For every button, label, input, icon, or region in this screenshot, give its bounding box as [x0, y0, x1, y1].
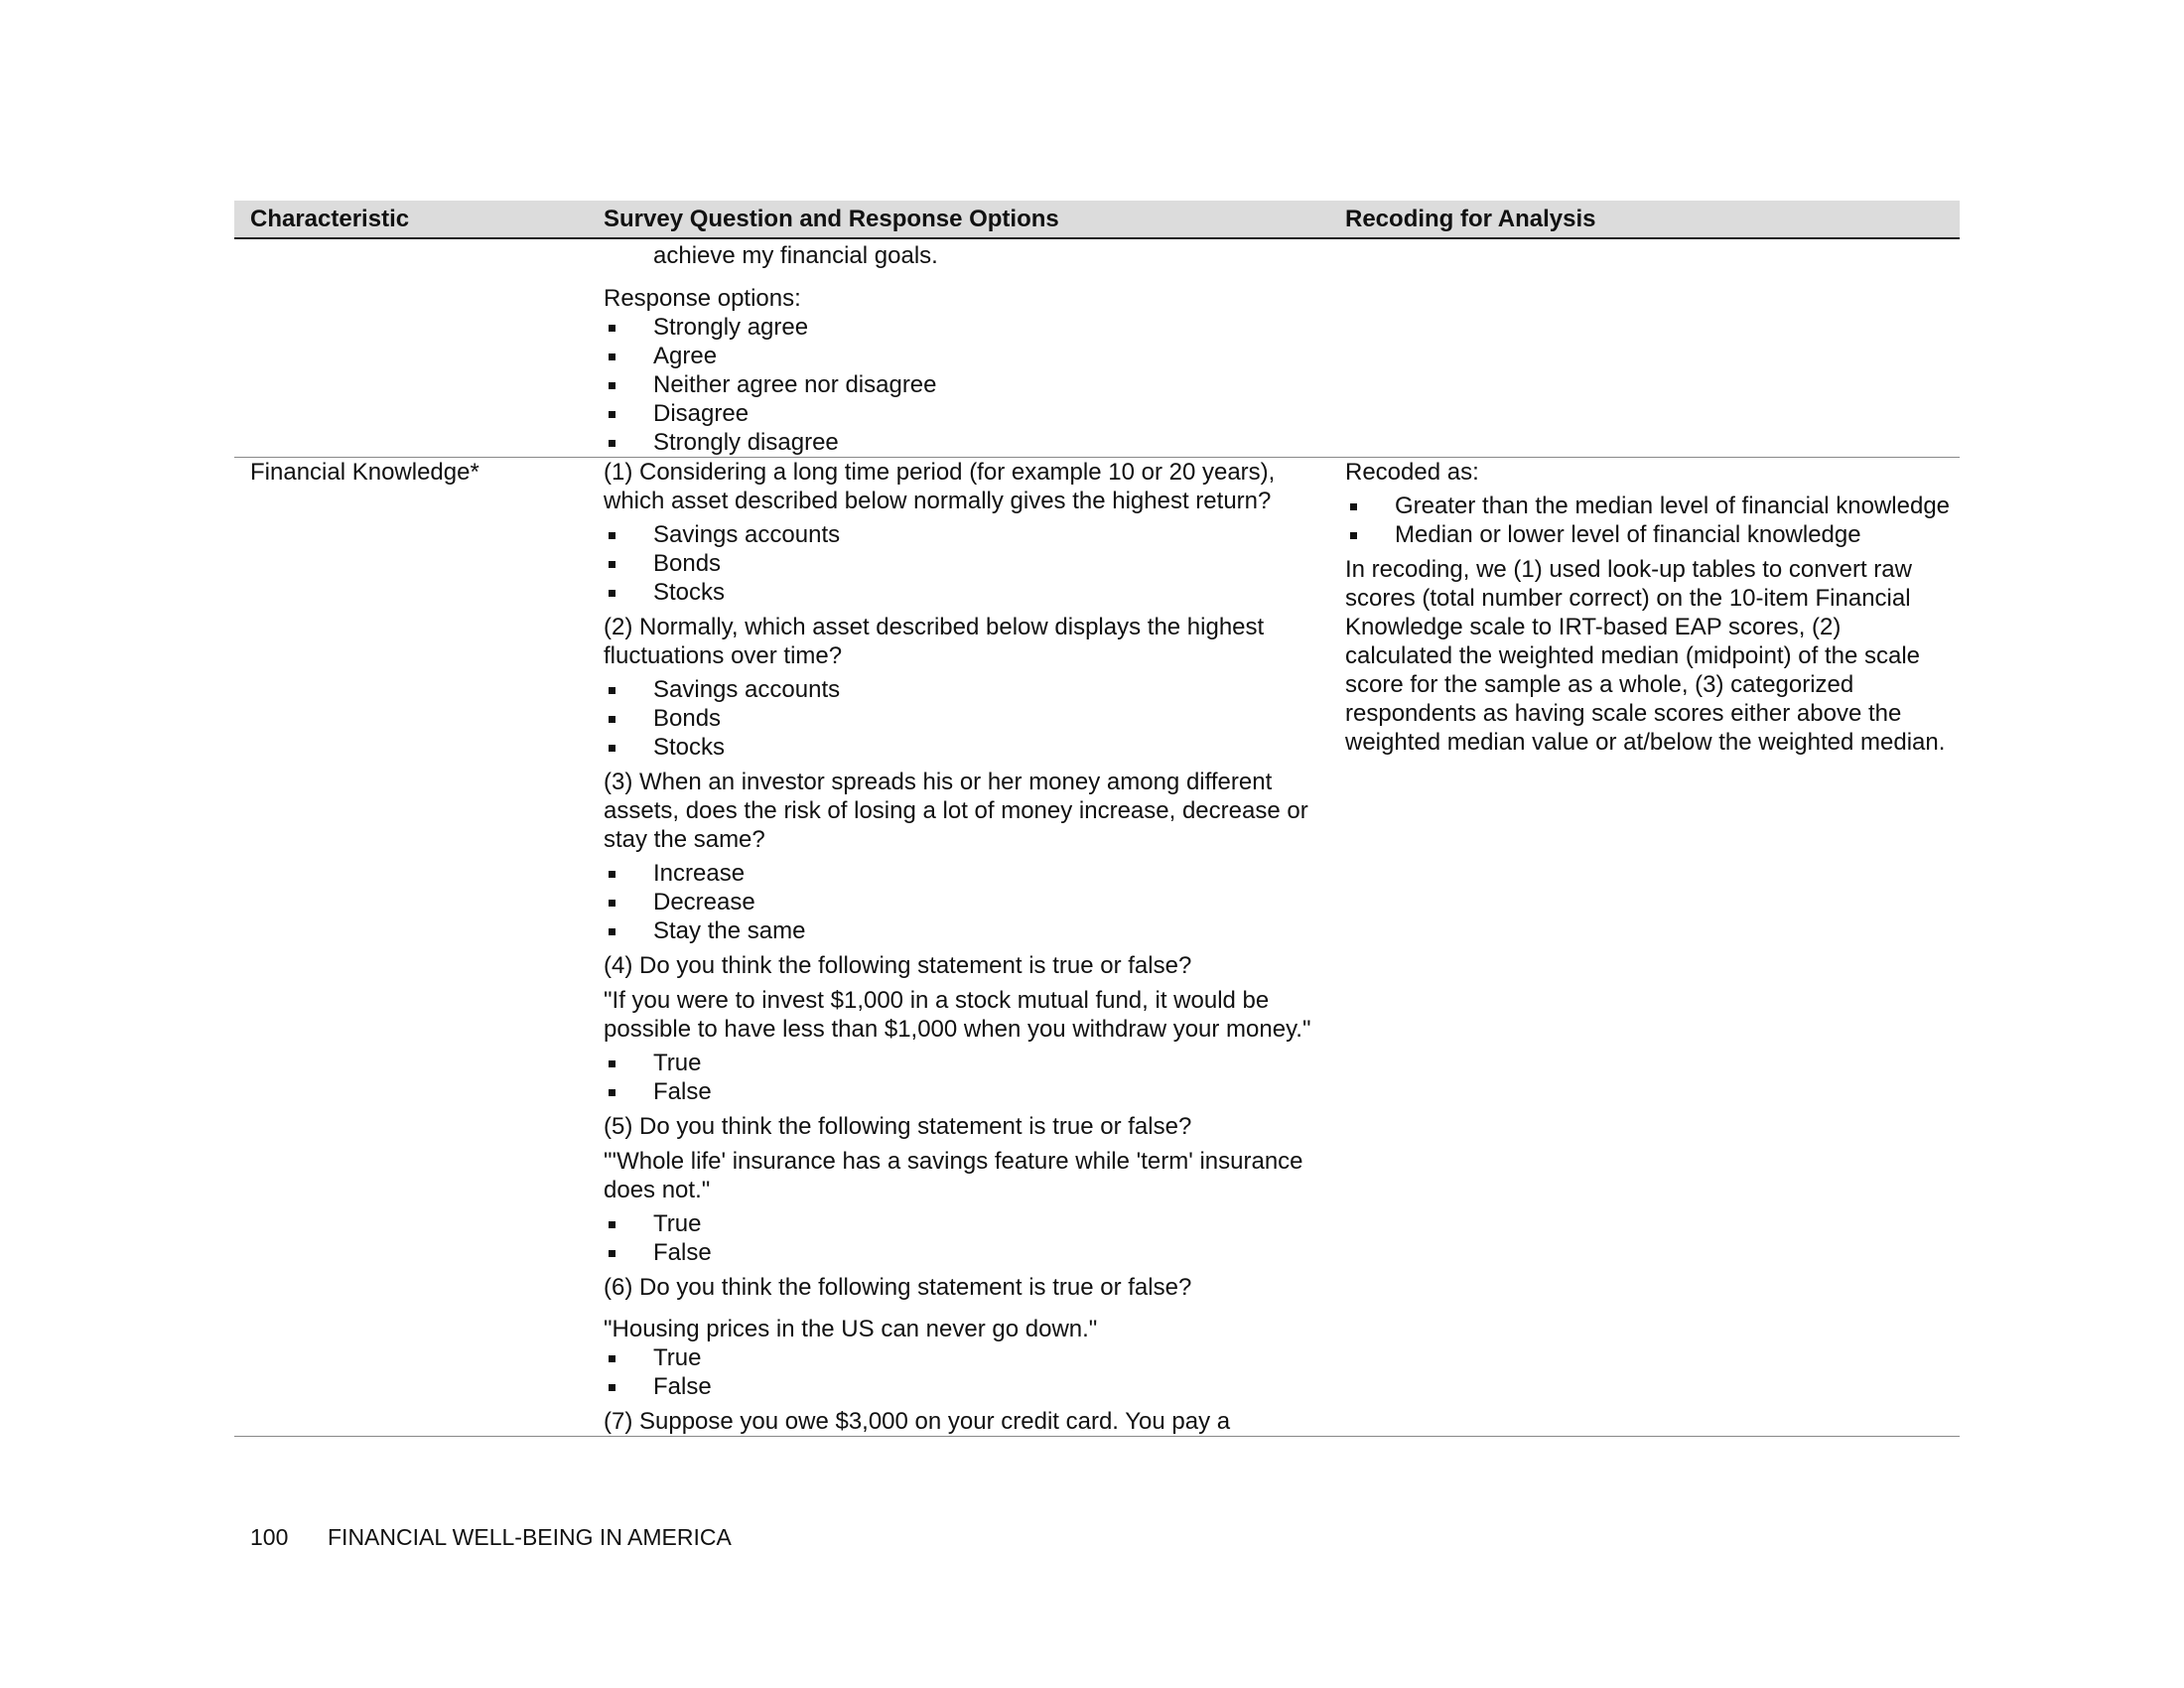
header-characteristic: Characteristic — [250, 205, 410, 232]
page-footer — [250, 1524, 732, 1551]
page-number: 100 — [250, 1524, 289, 1550]
answer-options-list — [604, 1343, 1329, 1401]
list-item: Disagree — [604, 399, 1329, 428]
question-text: (4) Do you think the following statement is true or false? — [604, 952, 1192, 979]
recoding-paragraph: In recoding, we (1) used look-up tables to convert raw scores (total number correct) on the 10-item Financial Knowledge scale to IRT-based EAP scores, (2) calculated the weighted median (midpoint) of the scale score for the sample as a whole, (3) categorized respondents as having scale scores either above the weighted median value or at/below the weighted median. — [1345, 556, 1946, 756]
answer-options-list — [604, 1049, 1329, 1106]
list-item: False — [604, 1077, 1329, 1106]
answer-options-list — [604, 675, 1329, 762]
statement-text: "Housing prices in the US can never go down." — [604, 1316, 1098, 1342]
header-question: Survey Question and Response Options — [604, 205, 1059, 232]
list-item: False — [604, 1372, 1329, 1401]
variables-table — [234, 201, 1960, 1437]
list-item: Strongly agree — [604, 313, 1329, 342]
list-item: Bonds — [604, 549, 1329, 578]
cell-characteristic — [234, 239, 588, 457]
question-text: (5) Do you think the following statement is true or false? — [604, 1113, 1192, 1140]
list-item: Stocks — [604, 578, 1329, 607]
list-item: True — [604, 1209, 1329, 1238]
cell-recoding — [1329, 458, 1960, 1436]
list-item: Stocks — [604, 733, 1329, 762]
list-item: Decrease — [604, 888, 1329, 916]
list-item: Greater than the median level of financial knowledge — [1345, 492, 1950, 520]
cell-characteristic — [234, 458, 588, 1436]
question-text: (6) Do you think the following statement is true or false? — [604, 1274, 1192, 1301]
response-options-list — [604, 313, 1329, 457]
list-item: Savings accounts — [604, 675, 1329, 704]
list-item: Neither agree nor disagree — [604, 370, 1329, 399]
continuation-text: achieve my financial goals. — [653, 242, 938, 269]
list-item: Increase — [604, 859, 1329, 888]
table-row — [234, 239, 1960, 458]
answer-options-list — [604, 1209, 1329, 1267]
recoded-label: Recoded as: — [1345, 459, 1479, 486]
list-item: False — [604, 1238, 1329, 1267]
list-item: Savings accounts — [604, 520, 1329, 549]
question-text: (1) Considering a long time period (for example 10 or 20 years), which asset described below normally gives the highest return? — [604, 459, 1276, 514]
list-item: True — [604, 1049, 1329, 1077]
answer-options-list — [604, 859, 1329, 945]
list-item: Stay the same — [604, 916, 1329, 945]
header-recoding: Recoding for Analysis — [1345, 205, 1596, 232]
recoding-options-list — [1345, 492, 1950, 549]
statement-text: "If you were to invest $1,000 in a stock mutual fund, it would be possible to have less than $1,000 when you withdraw your money." — [604, 987, 1311, 1043]
table-row — [234, 458, 1960, 1437]
question-text: (2) Normally, which asset described below displays the highest fluctuations over time? — [604, 614, 1265, 669]
list-item: Median or lower level of financial knowledge — [1345, 520, 1950, 549]
cell-question — [588, 239, 1329, 457]
list-item: Bonds — [604, 704, 1329, 733]
question-text: (3) When an investor spreads his or her money among different assets, does the risk of losing a lot of money increase, decrease or stay the same? — [604, 769, 1308, 853]
question-text: (7) Suppose you owe $3,000 on your credit card. You pay a — [604, 1408, 1231, 1435]
cell-recoding — [1329, 239, 1960, 457]
list-item: True — [604, 1343, 1329, 1372]
statement-text: "'Whole life' insurance has a savings feature while 'term' insurance does not." — [604, 1148, 1303, 1203]
running-title: FINANCIAL WELL-BEING IN AMERICA — [328, 1524, 732, 1550]
characteristic-label: Financial Knowledge* — [250, 459, 479, 486]
table-header — [234, 201, 1960, 239]
list-item: Agree — [604, 342, 1329, 370]
list-item: Strongly disagree — [604, 428, 1329, 457]
answer-options-list — [604, 520, 1329, 607]
response-options-label: Response options: — [604, 285, 801, 312]
cell-question — [588, 458, 1329, 1436]
